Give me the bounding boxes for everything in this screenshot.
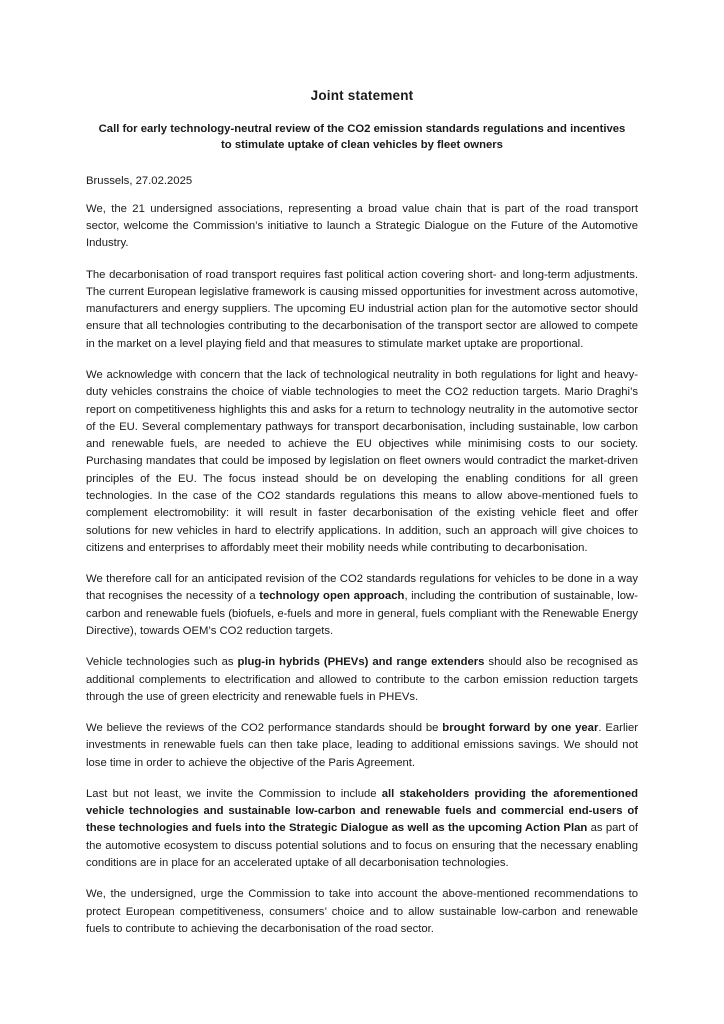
body-text: as part of the automotive ecosystem to discuss potential solutions and to focus on ensuring that the necessary enabling conditions are in place for an accelerated uptake of all decarbonisation technologies. bbox=[86, 822, 638, 870]
paragraph bbox=[86, 267, 638, 353]
body-text: The decarbonisation of road transport requires fast political action covering short- and long-term adjustments. The current European legislative framework is causing missed opportunities for investment across automotive, manufacturers and energy suppliers. The upcoming EU industrial action plan for the automotive sector should ensure that all technologies contributing to the decarbonisation of the transport sector are allowed to compete in the market on a level playing field and that measures to stimulate market uptake are proportional. bbox=[86, 268, 638, 350]
dateline: Brussels, 27.02.2025 bbox=[86, 174, 193, 187]
emphasis-text: plug-in hybrids (PHEVs) and range extenders bbox=[237, 656, 485, 669]
paragraph bbox=[86, 886, 638, 938]
paragraph bbox=[86, 720, 638, 772]
body-text: should also be recognised as additional complements to electrification and allowed to contribute to the carbon emission reduction targets through the use of green electricity and renewable fuels in PHEVs. bbox=[86, 656, 638, 703]
body-text: Vehicle technologies such as bbox=[86, 656, 238, 669]
body-text: We, the 21 undersigned associations, representing a broad value chain that is part of the road transport sector, welcome the Commission’s initiative to launch a Strategic Dialogue on the Future of the Automotive Industry. bbox=[86, 202, 638, 250]
body-text: . Earlier investments in renewable fuels can then take place, leading to additional emissions savings. We should not lose time in order to achieve the objective of the Paris Agreement. bbox=[86, 722, 639, 769]
paragraph bbox=[86, 786, 638, 872]
emphasis-text: brought forward by one year bbox=[442, 722, 599, 735]
emphasis-text: technology open approach bbox=[259, 590, 405, 603]
body-text: We therefore call for an anticipated revision of the CO2 standards regulations for vehicles to be done in a way that recognises the necessity of a bbox=[86, 573, 638, 603]
paragraph bbox=[86, 367, 638, 557]
body-text: We, the undersigned, urge the Commission to take into account the above-mentioned recommendations to protect European competitiveness, consumers’ choice and to allow sustainable low-carbon and renewable fuels to contribute to achieving the decarbonisation of the road sector. bbox=[86, 888, 638, 935]
paragraph bbox=[86, 654, 638, 706]
body-text: Last but not least, we invite the Commission to include bbox=[86, 787, 382, 800]
paragraph bbox=[86, 201, 638, 253]
body-text: We believe the reviews of the CO2 performance standards should be bbox=[86, 722, 443, 735]
paragraph bbox=[86, 571, 638, 640]
emphasis-text: all stakeholders providing the aforementioned vehicle technologies and sustainable low-carbon and renewable fuels and commercial end-users of these technologies and fuels into the Strategic Dialogue as well as the upcoming Action Plan bbox=[86, 787, 639, 835]
page-title: Joint statement bbox=[310, 88, 414, 103]
document-body bbox=[86, 201, 638, 938]
body-text: We acknowledge with concern that the lack of technological neutrality in both regulations for light and heavy-duty vehicles constrains the choice of viable technologies to meet the CO2 reduction targets. Mario Draghi’s report on competitiveness highlights this and asks for a return to technology neutrality in the automotive sector of the EU. Several complementary pathways for transport decarbonisation, including sustainable, low carbon and renewable fuels, are needed to achieve the EU objectives while minimising costs to our society. Purchasing mandates that could be imposed by legislation on fleet owners would contradict the market-driven principles of the EU. The focus instead should be on developing the enabling conditions for all green technologies. In the case of the CO2 standards regulations this means to allow above-mentioned fuels to complement electromobility: it will result in faster decarbonisation of the existing vehicle fleet and offer solutions for new vehicles in hard to electrify applications. In addition, such an approach will give choices to citizens and enterprises to affordably meet their mobility needs while contributing to decarbonisation. bbox=[86, 369, 638, 554]
body-text: , including the contribution of sustainable, low-carbon and renewable fuels (biofuels, e-fuels and more in general, fuels compliant with the Renewable Energy Directive), towards OEM’s CO2 reduction targets. bbox=[86, 590, 638, 637]
document-subtitle: Call for early technology-neutral review of the CO2 emission standards regulations and incentives to stimulate uptake of clean vehicles by fleet owners bbox=[98, 123, 626, 152]
